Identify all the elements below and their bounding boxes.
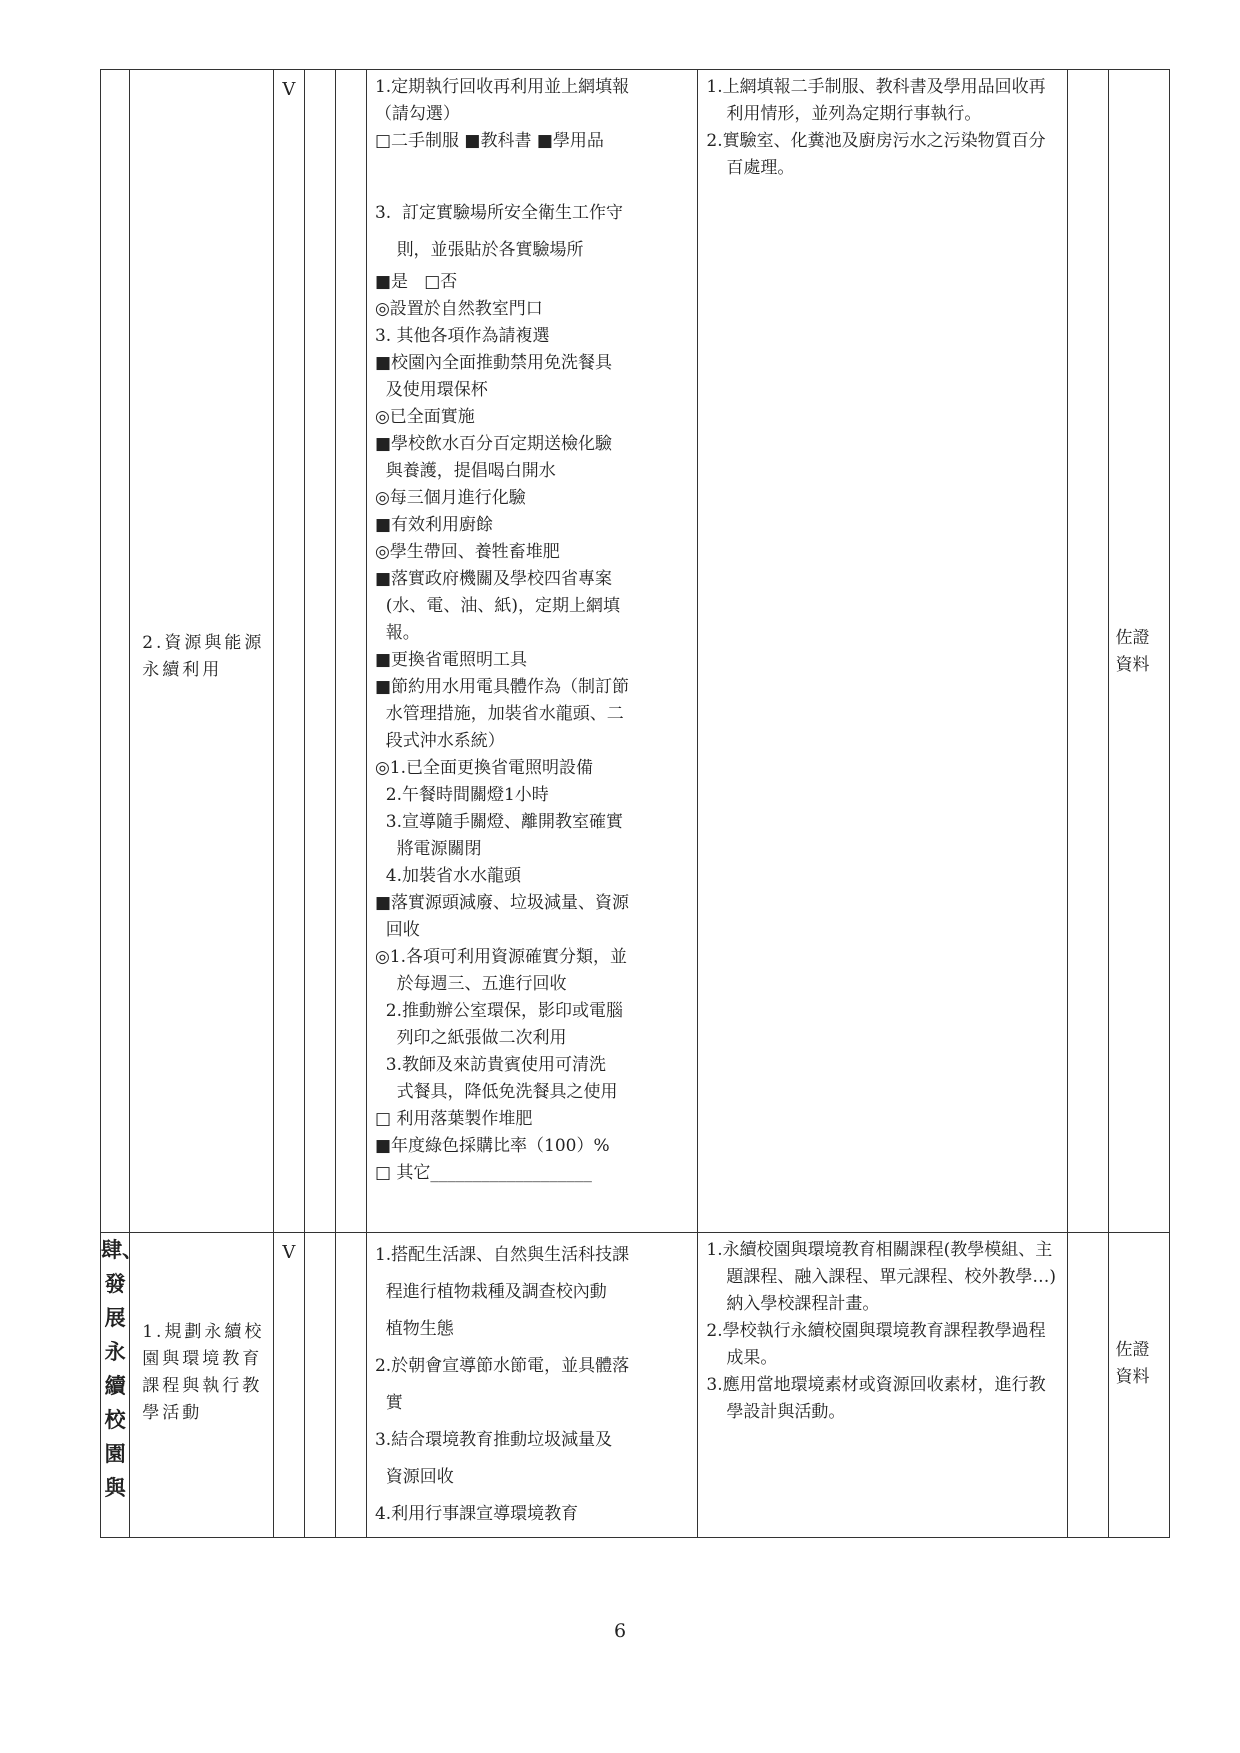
empty-cell	[335, 70, 366, 1233]
action-line: 3. 其他各項作為請複選	[374, 326, 550, 346]
action-line: (水、電、油、紙)，定期上網填	[374, 596, 621, 616]
action-line	[375, 155, 689, 195]
action-line: □ 利用落葉製作堆肥	[374, 1109, 533, 1129]
criteria-item: 1.永續校園與環境教育相關課程(教學模組、主題課程、融入課程、單元課程、校外教學…)納入學校課程計畫。	[706, 1240, 1057, 1314]
action-line: ◎已全面實施	[374, 407, 475, 427]
action-line: ■節約用水用電具體作為（制訂節	[374, 677, 629, 697]
action-line: 2.於朝會宣導節水節電，並具體落	[374, 1356, 630, 1376]
evidence-cell	[1109, 1233, 1170, 1538]
action-line: 將電源關閉	[374, 839, 482, 859]
action-line: 2.推動辦公室環保，影印或電腦	[374, 1001, 623, 1021]
empty-cell	[304, 70, 335, 1233]
action-line: 水管理措施，加裝省水龍頭、二	[374, 704, 624, 724]
item-cell	[130, 70, 274, 1233]
empty-cell	[1068, 70, 1109, 1233]
action-line: 2.午餐時間關燈1小時	[374, 785, 549, 805]
action-line: 資源回收	[374, 1467, 454, 1487]
action-line: ■學校飲水百分百定期送檢化驗	[374, 434, 612, 454]
action-line: □二手制服 ■教科書 ■學用品	[374, 131, 604, 151]
evidence-text: 佐證資料	[1115, 628, 1150, 675]
action-line: 1.搭配生活課、自然與生活科技課	[374, 1245, 630, 1265]
action-line: 1.定期執行回收再利用並上網填報	[374, 77, 630, 97]
action-line: ◎學生帶回、養牲畜堆肥	[374, 542, 560, 562]
action-line: 列印之紙張做二次利用	[374, 1028, 567, 1048]
action-line: 段式沖水系統）	[374, 731, 505, 751]
action-line: ◎1.各項可利用資源確實分類，並	[374, 947, 627, 967]
action-line: 於每週三、五進行回收	[374, 974, 567, 994]
empty-cell	[304, 1233, 335, 1538]
criteria-item: 1.上網填報二手制服、教科書及學用品回收再利用情形，並列為定期行事執行。	[706, 77, 1046, 124]
action-line: ◎1.已全面更換省電照明設備	[374, 758, 593, 778]
table-row	[101, 70, 1170, 1233]
check-mark: V	[274, 1233, 304, 1538]
action-line: 程進行植物栽種及調查校內動	[374, 1282, 607, 1302]
criteria-cell	[698, 70, 1068, 1233]
evaluation-table	[100, 69, 1170, 1538]
action-line: ■有效利用廚餘	[374, 515, 493, 535]
actions-cell	[366, 1233, 697, 1538]
action-line: 植物生態	[374, 1319, 454, 1339]
action-line: ◎每三個月進行化驗	[374, 488, 526, 508]
action-line: ■年度綠色採購比率（100）%	[374, 1136, 610, 1156]
action-line: 3.宣導隨手關燈、離開教室確實	[374, 812, 623, 832]
action-line: □ 其它___________________	[374, 1163, 592, 1183]
item-text: 1.規劃永續校園與環境教育課程與執行教學活動	[142, 1322, 265, 1423]
section-cell: 肆、發展永續校園與	[101, 1233, 130, 1538]
criteria-item: 3.應用當地環境素材或資源回收素材，進行教學設計與活動。	[706, 1375, 1046, 1422]
evidence-cell	[1109, 70, 1170, 1233]
check-mark: V	[274, 70, 304, 1233]
page-number: 6	[613, 1620, 627, 1642]
action-line: 則，並張貼於各實驗場所	[374, 240, 584, 260]
action-line: ◎設置於自然教室門口	[374, 299, 543, 319]
action-line: 3.教師及來訪貴賓使用可清洗	[374, 1055, 606, 1075]
action-line: 及使用環保杯	[374, 380, 488, 400]
evidence-text: 佐證資料	[1115, 1340, 1150, 1387]
criteria-item: 2.學校執行永續校園與環境教育課程教學過程成果。	[706, 1321, 1046, 1368]
table-row	[101, 1233, 1170, 1538]
action-line: 4.利用行事課宣導環境教育	[374, 1504, 579, 1524]
action-line: ■落實源頭減廢、垃圾減量、資源	[374, 893, 629, 913]
action-line: 4.加裝省水水龍頭	[374, 866, 521, 886]
action-line: 與養護，提倡喝白開水	[374, 461, 556, 481]
action-line: 實	[374, 1393, 403, 1413]
action-line: ■校園內全面推動禁用免洗餐具	[374, 353, 612, 373]
action-line: （請勾選）	[374, 104, 460, 124]
item-cell	[130, 1233, 274, 1538]
action-line: ■更換省電照明工具	[374, 650, 527, 670]
empty-cell	[335, 1233, 366, 1538]
action-line: ■是 □否	[374, 272, 458, 292]
section-cell	[101, 70, 130, 1233]
action-line: 3.結合環境教育推動垃圾減量及	[374, 1430, 613, 1450]
action-line: 報。	[374, 623, 420, 643]
empty-cell	[1068, 1233, 1109, 1538]
item-text: 2.資源與能源永續利用	[142, 633, 265, 680]
action-line: ■落實政府機關及學校四省專案	[374, 569, 612, 589]
actions-cell	[366, 70, 697, 1233]
action-line: 式餐具，降低免洗餐具之使用	[374, 1082, 618, 1102]
action-line: 回收	[374, 920, 420, 940]
action-line: 3. 訂定實驗場所安全衛生工作守	[374, 203, 623, 223]
criteria-cell	[698, 1233, 1068, 1538]
criteria-item: 2.實驗室、化糞池及廚房污水之污染物質百分百處理。	[706, 131, 1046, 178]
